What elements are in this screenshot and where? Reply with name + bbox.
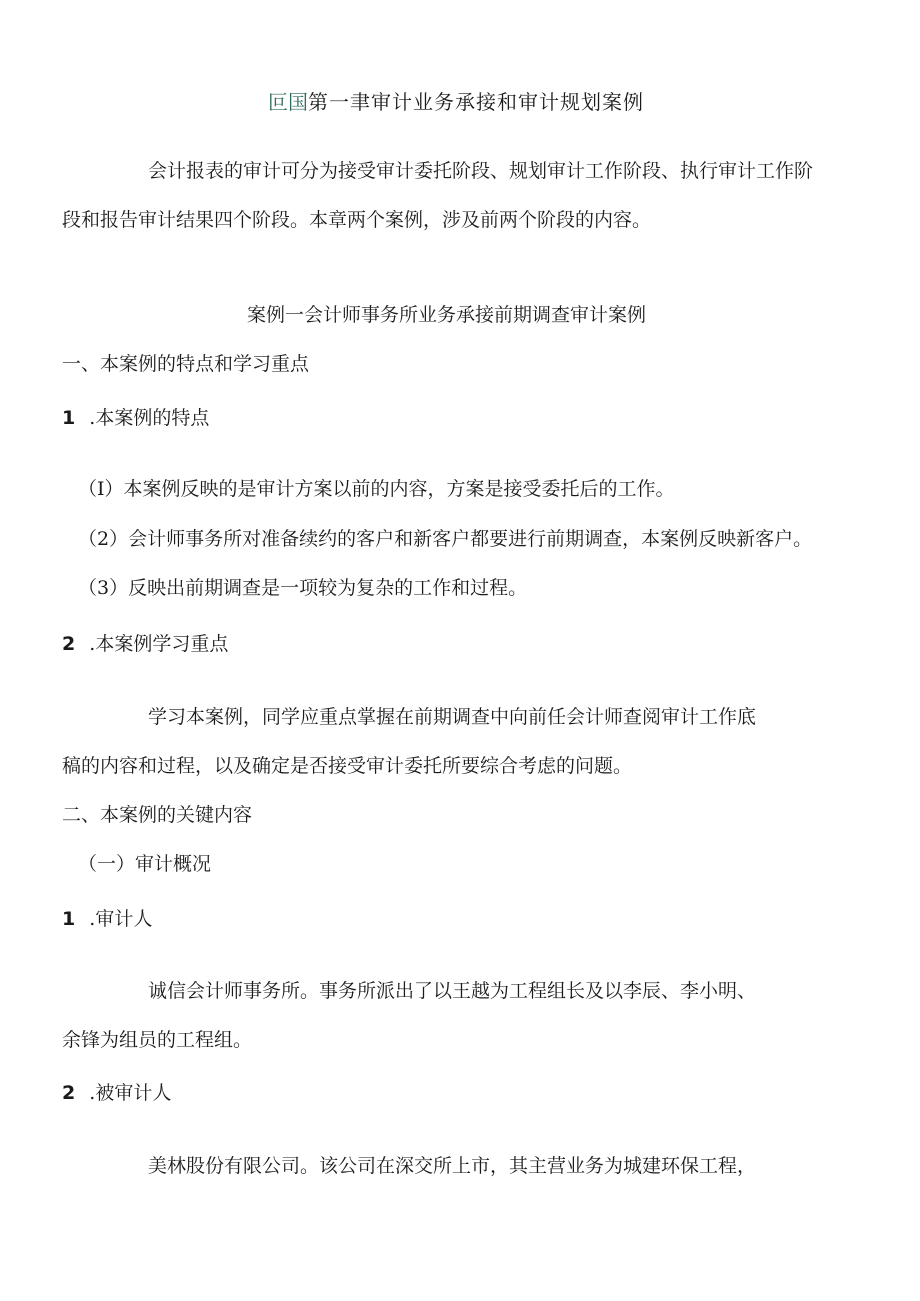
feature-point-2: （2）会计师事务所对准备续约的客户和新客户都要进行前期调查，本案例反映新客户。 (78, 528, 813, 550)
section1-heading: 一、本案例的特点和学习重点 (62, 353, 310, 375)
title-prefix: 叵国 (268, 90, 308, 114)
feature-point-3: （3）反映出前期调查是一项较为复杂的工作和过程。 (78, 577, 528, 599)
chapter-title (268, 89, 644, 115)
subheading-auditor (62, 906, 152, 932)
subheading-number: 1 (62, 908, 76, 930)
intro-line-1: 会计报表的审计可分为接受审计委托阶段、规划审计工作阶段、执行审计工作阶 (148, 160, 814, 182)
subheading-text: .本案例学习重点 (89, 633, 229, 655)
section2-heading: 二、本案例的关键内容 (62, 804, 253, 826)
key-points-line-1: 学习本案例，同学应重点掌握在前期调查中向前任会计师查阅审计工作底 (148, 706, 757, 728)
audit-overview-heading: （一）审计概况 (78, 853, 212, 875)
subheading-number: 2 (62, 633, 76, 655)
subheading-number: 1 (62, 407, 76, 429)
subheading-text: .被审计人 (89, 1082, 172, 1104)
intro-line-2: 段和报告审计结果四个阶段。本章两个案例，涉及前两个阶段的内容。 (62, 209, 652, 231)
subheading-auditee (62, 1080, 171, 1106)
key-points-line-2: 稿的内容和过程，以及确定是否接受审计委托所要综合考虑的问题。 (62, 755, 633, 777)
auditor-line-1: 诚信会计师事务所。事务所派出了以王越为工程组长及以李辰、李小明、 (148, 980, 757, 1002)
auditee-line-1: 美林股份有限公司。该公司在深交所上市，其主营业务为城建环保工程， (148, 1155, 757, 1177)
auditor-line-2: 余锋为组员的工程组。 (62, 1029, 253, 1051)
title-text: 第一聿审计业务承接和审计规划案例 (308, 90, 644, 114)
subheading-text: .本案例的特点 (89, 407, 210, 429)
subheading-features (62, 405, 209, 431)
feature-point-1: （I）本案例反映的是审计方案以前的内容，方案是接受委托后的工作。 (78, 478, 675, 500)
subheading-text: .审计人 (89, 908, 153, 930)
subheading-key-points (62, 631, 228, 657)
case-title: 案例一会计师事务所业务承接前期调查审计案例 (247, 304, 647, 326)
subheading-number: 2 (62, 1082, 76, 1104)
